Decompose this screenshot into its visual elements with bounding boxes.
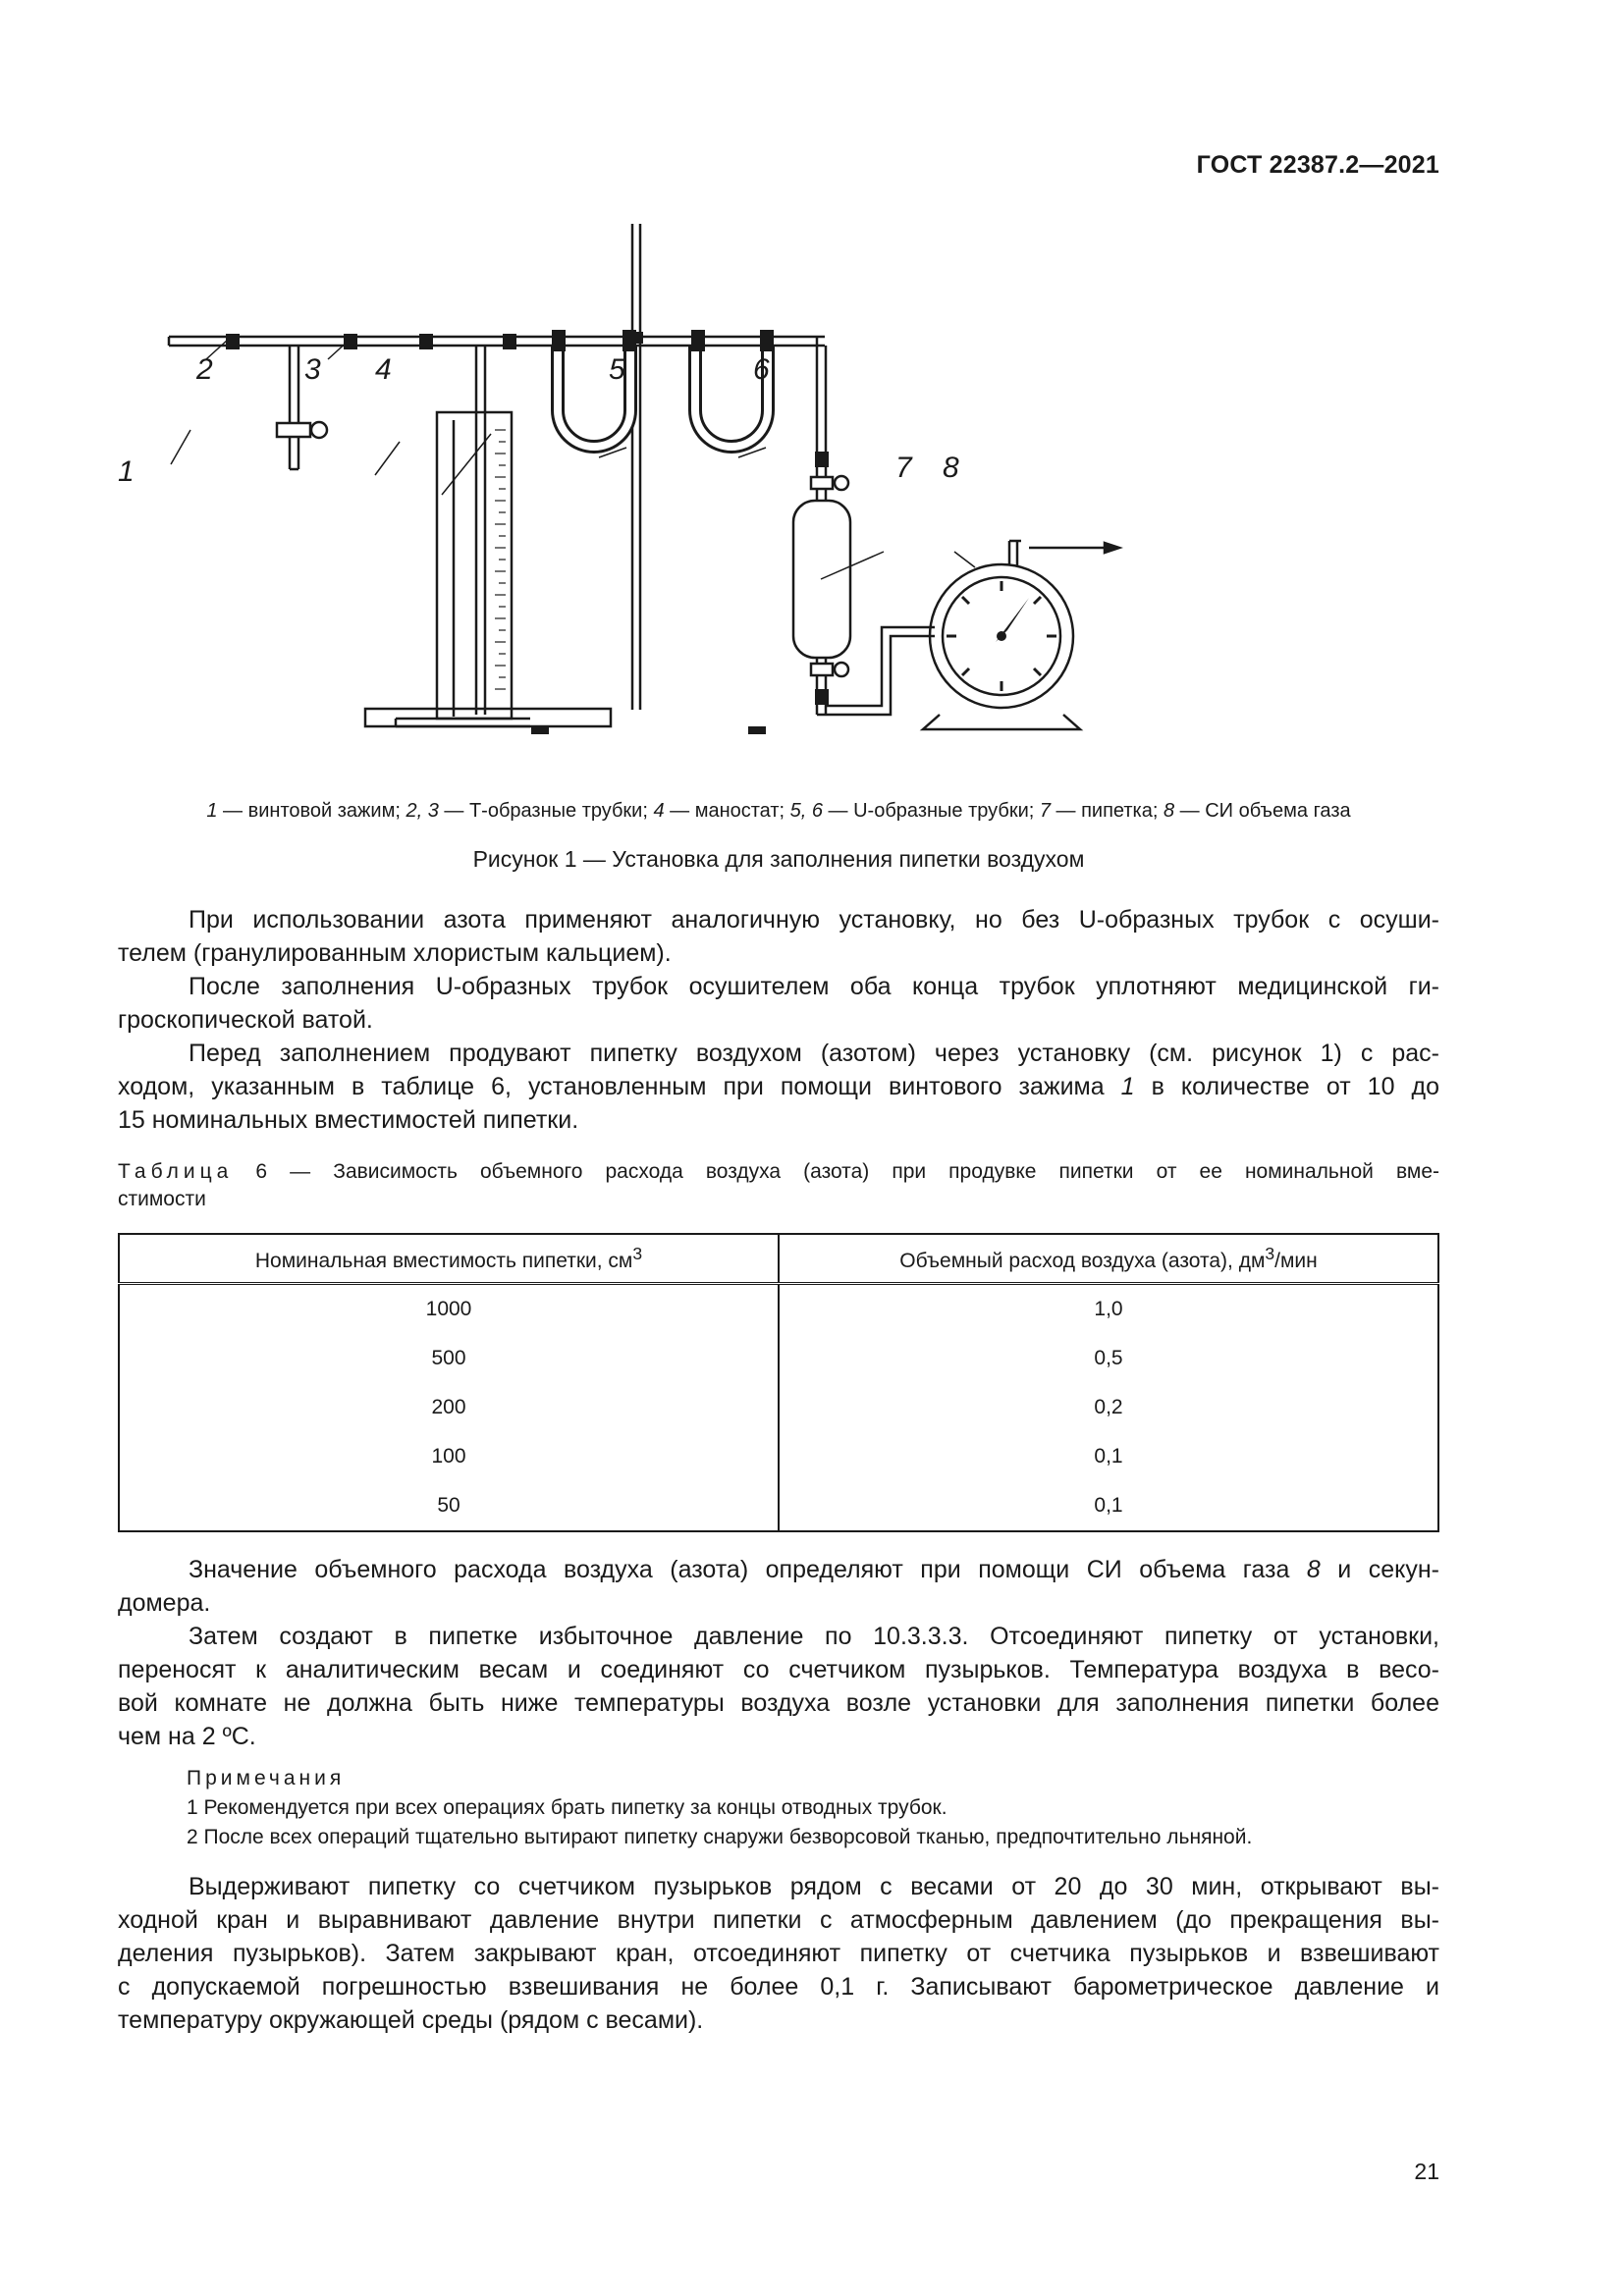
figure-legend: 1 — винтовой зажим; 2, 3 — Т-образные трубки; 4 — маностат; 5, 6 — U-образные трубки; 7 — пипетка; 8 — СИ объема газа (206, 800, 1351, 822)
note-1: 1 Рекомендуется при всех операциях брать пипетку за концы отводных трубок. (187, 1796, 947, 1819)
table-row: 200 0,2 (119, 1383, 1438, 1432)
table-caption: Таблица 6 — Зависимость объемного расхода воздуха (азота) при продувке пипетки от ее номинальной вме- стимости (118, 1160, 1439, 1210)
page-number: 21 (1414, 2159, 1439, 2184)
label-3: 3 (304, 353, 321, 386)
label-6: 6 (753, 353, 770, 386)
table-row: 100 0,1 (119, 1432, 1438, 1481)
flow-rate-table (118, 1233, 1439, 1532)
figure-caption: Рисунок 1 — Установка для заполнения пипетки воздухом (472, 846, 1085, 872)
table-row: 500 0,5 (119, 1334, 1438, 1383)
label-1: 1 (118, 455, 135, 488)
paragraph-nitrogen: При использовании азота применяют аналогичную установку, но без U-образных трубок с осуши- телем (гранулированным хлористым кальцием). (118, 906, 1439, 967)
notes-title: Примечания (187, 1767, 346, 1789)
col-flow-header: Объемный расход воздуха (азота), $дм^3$/мин (779, 1234, 1438, 1284)
label-2: 2 (196, 353, 213, 386)
label-5: 5 (609, 353, 625, 386)
paragraph-measure: Значение объемного расхода воздуха (азота) определяют при помощи СИ объема газа 8 и секун- домера. (118, 1556, 1439, 1617)
table-row: 1000 1,0 (119, 1284, 1438, 1335)
paragraph-purge: Перед заполнением продувают пипетку воздухом (азотом) через установку (см. рисунок 1) с рас- ходом, указанным в таблице 6, установленным при помощи винтового зажима 1 в количестве от 10 до 15 номинальных вместимостей пипетки. (118, 1040, 1439, 1134)
document-code: ГОСТ 22387.2—2021 (1196, 151, 1439, 179)
label-4: 4 (375, 353, 392, 386)
note-2: 2 После всех операций тщательно вытирают пипетку снаружи безворсовой тканью, предпочтительно льняной. (187, 1826, 1253, 1848)
paragraph-pressure: Затем создают в пипетке избыточное давление по 10.3.3.3. Отсоединяют пипетку от установки, переносят к аналитическим весам и соединяют со счетчиком пузырьков. Температура воздуха в весо- вой комнате не должна быть ниже температуры воздуха возле установки для заполнения пипетки более чем на 2 ºС. (118, 1623, 1439, 1750)
paragraph-filling: После заполнения U-образных трубок осушителем оба конца трубок уплотняют медицинской ги- гроскопической ватой. (118, 973, 1439, 1034)
label-7: 7 (895, 452, 912, 484)
apparatus-figure (118, 224, 1434, 774)
col-capacity-header: Номинальная вместимость пипетки, $см^3$ (119, 1234, 779, 1284)
table-row: 50 0,1 (119, 1481, 1438, 1531)
label-8: 8 (943, 452, 959, 484)
paragraph-weighing: Выдерживают пипетку со счетчиком пузырьков рядом с весами от 20 до 30 мин, открывают вы- ходной кран и выравнивают давление внутри пипетки с атмосферным давлением (до прекращения вы- деления пузырьков). Затем закрывают кран, отсоединяют пипетку от счетчика пузырьков и взвешивают с допускаемой погрешностью взвешивания не более 0,1 г. Записывают барометрическое давление и температуру окружающей среды (рядом с весами). (118, 1873, 1439, 2034)
